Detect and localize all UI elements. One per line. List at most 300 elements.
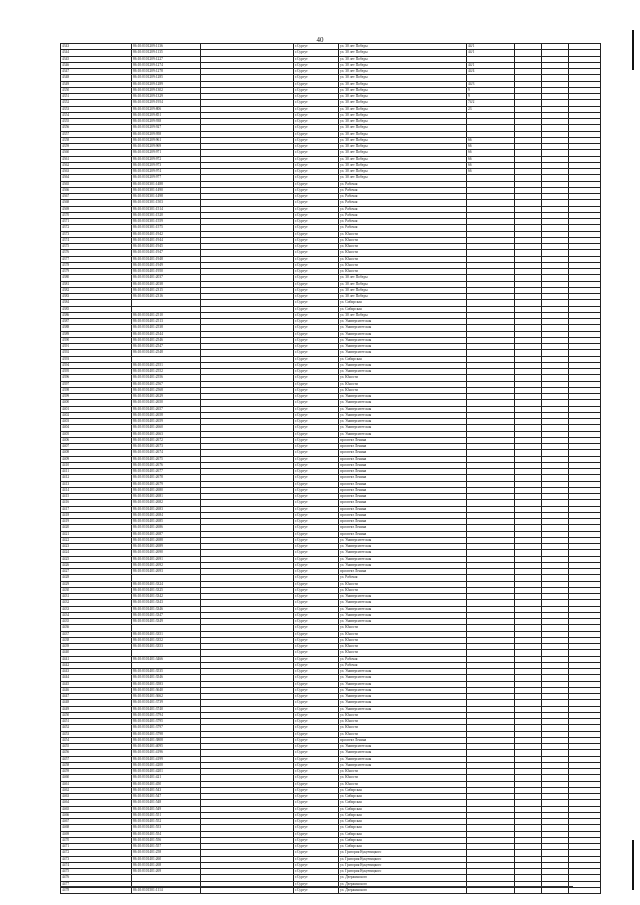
cell-cad: 86:10:0101209:958: [132, 131, 201, 137]
cell-street: проспект Ленина: [339, 487, 467, 493]
cell-loc: г.Сургут: [294, 362, 339, 368]
cell-loc: г.Сургут: [294, 231, 339, 237]
cell-loc: г.Сургут: [294, 481, 339, 487]
cell-street: ул. 30 лет Победы: [339, 62, 467, 68]
cell-no: 4454: [61, 737, 132, 743]
cell-no: 4383: [61, 294, 132, 300]
cell-street: ул. Университетская: [339, 325, 467, 331]
cell-cad: 86:10:0101401:2690: [132, 550, 201, 556]
cell-cad: 86:10:0101209:977: [132, 175, 201, 181]
cell-cad: 86:10:0101401:268: [132, 862, 201, 868]
cell-loc: г.Сургут: [294, 862, 339, 868]
cell-no: 4382: [61, 287, 132, 293]
cell-cad: 86:10:0101301:1498: [132, 194, 201, 200]
cell-cad: 86:10:0101401:2684: [132, 512, 201, 518]
cell-no: 4450: [61, 712, 132, 718]
cell-cad: 86:10:0101401:2683: [132, 506, 201, 512]
cell-cad: 86:10:0101401:2567: [132, 381, 201, 387]
cell-loc: г.Сургут: [294, 875, 339, 881]
cell-street: ул. Университетская: [339, 406, 467, 412]
cell-no: 4359: [61, 144, 132, 150]
cell-street: ул. Рабочая: [339, 212, 467, 218]
cell-no: 4472: [61, 850, 132, 856]
cell-street: ул. Университетская: [339, 675, 467, 681]
cell-street: ул. Юности: [339, 719, 467, 725]
cell-no: 4372: [61, 225, 132, 231]
cell-house: [467, 887, 515, 893]
cell-loc: г.Сургут: [294, 394, 339, 400]
cell-cad: 86:10:0101401:2678: [132, 475, 201, 481]
cell-street: ул. Университетская: [339, 706, 467, 712]
cell-street: ул. Юности: [339, 387, 467, 393]
cell-no: 4430: [61, 587, 132, 593]
cell-cad: 86:10:0101209:971: [132, 150, 201, 156]
cell-cad: 86:10:0101401:552: [132, 819, 201, 825]
cell-no: 4444: [61, 675, 132, 681]
cell-cad: 86:10:0101401:2544: [132, 331, 201, 337]
cell-no: 4412: [61, 475, 132, 481]
cell-street: ул. Юности: [339, 731, 467, 737]
cell-loc: г.Сургут: [294, 587, 339, 593]
cell-street: ул. Юности: [339, 231, 467, 237]
cell-loc: г.Сургут: [294, 737, 339, 743]
cell-loc: г.Сургут: [294, 106, 339, 112]
cell-no: 4369: [61, 206, 132, 212]
cell-loc: г.Сургут: [294, 500, 339, 506]
cell-loc: г.Сургут: [294, 612, 339, 618]
cell-cad: 86:10:0101401:1942: [132, 231, 201, 237]
cell-cad: 86:10:0101301:1559: [132, 219, 201, 225]
cell-street: проспект Ленина: [339, 456, 467, 462]
cell-cad: 86:10:0101401:3740: [132, 706, 201, 712]
cell-street: ул. Юности: [339, 637, 467, 643]
cell-no: 4468: [61, 825, 132, 831]
cell-cad: 86:10:0101209:806: [132, 106, 201, 112]
cell-street: ул. Университетская: [339, 619, 467, 625]
cell-house: 23: [467, 106, 515, 112]
cell-no: 4380: [61, 275, 132, 281]
cell-cad: 86:10:0101401:1945: [132, 244, 201, 250]
cell-loc: г.Сургут: [294, 262, 339, 268]
cell-loc: г.Сургут: [294, 669, 339, 675]
cell-no: 4465: [61, 806, 132, 812]
cell-street: ул. Сибирская: [339, 787, 467, 793]
bottom-rule: [60, 886, 573, 887]
cell-no: 4453: [61, 731, 132, 737]
cell-street: ул. Сибирская: [339, 819, 467, 825]
cell-loc: г.Сургут: [294, 569, 339, 575]
cell-cad: 86:10:0101301:1488: [132, 181, 201, 187]
cell-no: 4439: [61, 644, 132, 650]
cell-cad: 86:10:0101401:2629: [132, 394, 201, 400]
cell-cad: 86:10:0101401:2672: [132, 437, 201, 443]
cell-no: 4379: [61, 269, 132, 275]
cell-street: проспект Ленина: [339, 437, 467, 443]
cell-no: 4404: [61, 425, 132, 431]
cell-cad: 86:10:0101401:551: [132, 812, 201, 818]
cell-street: ул. 30 лет Победы: [339, 87, 467, 93]
cell-no: 4431: [61, 594, 132, 600]
cell-cad: 86:10:0101301:1514: [132, 206, 201, 212]
cell-cad: 86:10:0101401:421: [132, 775, 201, 781]
cell-cad: 86:10:0101401:2568: [132, 387, 201, 393]
cell-no: 4413: [61, 481, 132, 487]
cell-loc: г.Сургут: [294, 156, 339, 162]
cell-no: 4420: [61, 525, 132, 531]
cell-street: ул. Сибирская: [339, 800, 467, 806]
cell-loc: г.Сургут: [294, 212, 339, 218]
cell-no: 4409: [61, 456, 132, 462]
cell-loc: г.Сургут: [294, 62, 339, 68]
cell-cad: 86:10:0101401:3466: [132, 656, 201, 662]
cell-no: 4394: [61, 362, 132, 368]
cell-street: ул. Университетская: [339, 544, 467, 550]
cell-no: 4425: [61, 556, 132, 562]
cell-loc: г.Сургут: [294, 187, 339, 193]
cell-loc: г.Сургут: [294, 287, 339, 293]
cell-no: 4345: [61, 56, 132, 62]
cell-cad: 86:10:0101401:2551: [132, 362, 201, 368]
cell-cad: 86:10:0101401:3347: [132, 612, 201, 618]
cell-loc: г.Сургут: [294, 437, 339, 443]
cell-no: 4410: [61, 462, 132, 468]
cell-street: ул. Университетская: [339, 700, 467, 706]
cell-loc: г.Сургут: [294, 594, 339, 600]
cell-loc: г.Сургут: [294, 256, 339, 262]
cell-cad: 86:10:0101401:2650: [132, 400, 201, 406]
cell-loc: г.Сургут: [294, 819, 339, 825]
cell-no: 4421: [61, 531, 132, 537]
cell-empty: [515, 887, 542, 893]
cell-cad: 86:10:0101209:927: [132, 125, 201, 131]
cell-cad: 86:10:0101401:2037: [132, 275, 201, 281]
cell-no: 4371: [61, 219, 132, 225]
cell-no: 4390: [61, 337, 132, 343]
cell-no: 4351: [61, 94, 132, 100]
cell-no: 4403: [61, 419, 132, 425]
cell-loc: г.Сургут: [294, 694, 339, 700]
cell-loc: г.Сургут: [294, 837, 339, 843]
cell-no: 4477: [61, 881, 132, 887]
cell-house: 66: [467, 156, 515, 162]
cell-house: 44/3: [467, 81, 515, 87]
cell-street: ул. Университетская: [339, 394, 467, 400]
cell-loc: г.Сургут: [294, 544, 339, 550]
cell-no: 4387: [61, 319, 132, 325]
cell-loc: г.Сургут: [294, 44, 339, 50]
cell-street: ул. Университетская: [339, 337, 467, 343]
cell-cad: 86:10:0101401:2552: [132, 369, 201, 375]
cell-cad: 86:10:0101401:1947: [132, 250, 201, 256]
cell-street: ул. 30 лет Победы: [339, 156, 467, 162]
cell-street: ул. Юности: [339, 375, 467, 381]
cell-loc: г.Сургут: [294, 237, 339, 243]
cell-cad: 86:10:0101401:554: [132, 831, 201, 837]
cell-street: ул. 30 лет Победы: [339, 56, 467, 62]
table-row: [61, 887, 601, 893]
cell-cad: 86:10:0101401:3325: [132, 587, 201, 593]
cell-cad: 86:10:0101401:543: [132, 787, 201, 793]
cell-house: 44/1: [467, 50, 515, 56]
cell-no: 4449: [61, 706, 132, 712]
cell-street: ул. Юности: [339, 712, 467, 718]
cell-loc: г.Сургут: [294, 656, 339, 662]
cell-street: ул. Сибирская: [339, 794, 467, 800]
cell-no: 4407: [61, 444, 132, 450]
cell-cad: 86:10:0101401:3546: [132, 675, 201, 681]
cell-street: ул. Университетская: [339, 400, 467, 406]
cell-cad: 86:10:0101401:2679: [132, 481, 201, 487]
cell-loc: г.Сургут: [294, 637, 339, 643]
cell-loc: г.Сургут: [294, 412, 339, 418]
cell-loc: г.Сургут: [294, 381, 339, 387]
cell-no: 4399: [61, 394, 132, 400]
cell-street: ул. Университетская: [339, 550, 467, 556]
cell-no: 4405: [61, 431, 132, 437]
cell-no: 4448: [61, 700, 132, 706]
cell-no: 4438: [61, 637, 132, 643]
cell-loc: г.Сургут: [294, 100, 339, 106]
cell-loc: г.Сургут: [294, 606, 339, 612]
cell-cad: 86:10:0101209:1136: [132, 44, 201, 50]
cell-street: ул. 30 лет Победы: [339, 94, 467, 100]
cell-loc: г.Сургут: [294, 687, 339, 693]
cell-loc: г.Сургут: [294, 725, 339, 731]
cell-street: ул. Сибирская: [339, 306, 467, 312]
cell-no: 4476: [61, 875, 132, 881]
scan-edge-mark: [632, 840, 634, 890]
cell-cad: 86:10:0101301:1575: [132, 225, 201, 231]
cell-house: 66: [467, 150, 515, 156]
cell-cad: 86:10:0101401:2660: [132, 425, 201, 431]
cell-street: ул. Университетская: [339, 687, 467, 693]
cell-street: ул. 30 лет Победы: [339, 44, 467, 50]
cell-no: 4419: [61, 519, 132, 525]
scan-edge-mark: [632, 30, 634, 70]
cell-loc: г.Сургут: [294, 137, 339, 143]
cell-street: ул. 30 лет Победы: [339, 312, 467, 318]
cell-street: ул. 30 лет Победы: [339, 137, 467, 143]
cell-cad: 86:10:0101401:2513: [132, 319, 201, 325]
cell-street: ул. 30 лет Победы: [339, 169, 467, 175]
cell-no: 4385: [61, 306, 132, 312]
cell-cad: 86:10:0101209:851: [132, 112, 201, 118]
cell-house: 66: [467, 137, 515, 143]
cell-street: ул. 30 лет Победы: [339, 69, 467, 75]
cell-loc: г.Сургут: [294, 444, 339, 450]
cell-loc: г.Сургут: [294, 600, 339, 606]
cell-cad: 86:10:0101209:969: [132, 144, 201, 150]
cell-street: ул. Григория Кукуевицкого: [339, 862, 467, 868]
cell-loc: г.Сургут: [294, 431, 339, 437]
cell-no: 4470: [61, 837, 132, 843]
cell-street: ул. Университетская: [339, 612, 467, 618]
cell-loc: г.Сургут: [294, 306, 339, 312]
cell-no: 4363: [61, 169, 132, 175]
cell-note: [569, 887, 601, 893]
cell-street: ул. Сибирская: [339, 825, 467, 831]
cell-no: 4373: [61, 231, 132, 237]
cell-street: проспект Ленина: [339, 475, 467, 481]
cell-street: ул. Юности: [339, 631, 467, 637]
cell-no: 4451: [61, 719, 132, 725]
cell-no: 4376: [61, 250, 132, 256]
cell-empty: [542, 887, 569, 893]
cell-street: ул. 30 лет Победы: [339, 112, 467, 118]
cell-street: проспект Ленина: [339, 737, 467, 743]
cell-street: ул. Университетская: [339, 331, 467, 337]
cell-street: проспект Ленина: [339, 494, 467, 500]
cell-street: ул. Сибирская: [339, 837, 467, 843]
cell-no: 4466: [61, 812, 132, 818]
cell-street: ул. Юности: [339, 650, 467, 656]
cell-street: проспект Ленина: [339, 512, 467, 518]
cell-street: проспект Ленина: [339, 519, 467, 525]
cell-cad: 86:10:0101401:2689: [132, 544, 201, 550]
cell-cad: 86:10:0101209:1329: [132, 94, 201, 100]
cell-street: ул. Сибирская: [339, 844, 467, 850]
cell-street: ул. 30 лет Победы: [339, 106, 467, 112]
cell-no: 4353: [61, 106, 132, 112]
cell-cad: 86:10:0101401:2674: [132, 450, 201, 456]
cell-loc: г.Сургут: [294, 631, 339, 637]
cell-loc: г.Сургут: [294, 400, 339, 406]
cell-no: 4467: [61, 819, 132, 825]
cell-street: ул. Рабочая: [339, 200, 467, 206]
cell-loc: г.Сургут: [294, 775, 339, 781]
cell-loc: г.Сургут: [294, 244, 339, 250]
cell-no: 4461: [61, 781, 132, 787]
cell-cad: 86:10:0101401:3343: [132, 600, 201, 606]
cell-no: 4433: [61, 606, 132, 612]
cell-loc: г.Сургут: [294, 200, 339, 206]
cell-loc: г.Сургут: [294, 450, 339, 456]
cell-loc: г.Сургут: [294, 844, 339, 850]
cell-cad: 86:10:0101209:1227: [132, 56, 201, 62]
cell-no: 4375: [61, 244, 132, 250]
cell-loc: г.Сургут: [294, 762, 339, 768]
cell-cad: 86:10:0101401:2547: [132, 344, 201, 350]
cell-no: 4459: [61, 769, 132, 775]
cell-house: 74/2: [467, 100, 515, 106]
cell-loc: г.Сургут: [294, 806, 339, 812]
cell-no: 4447: [61, 694, 132, 700]
cell-street: ул. Юности: [339, 775, 467, 781]
cell-no: 4398: [61, 387, 132, 393]
cell-no: 4381: [61, 281, 132, 287]
cell-street: ул. 30 лет Победы: [339, 144, 467, 150]
cell-cad: 86:10:0101301:1490: [132, 187, 201, 193]
cell-no: 4445: [61, 681, 132, 687]
cell-cad: 86:10:0101401:1944: [132, 237, 201, 243]
cell-street: ул. Университетская: [339, 694, 467, 700]
cell-no: 4401: [61, 406, 132, 412]
cell-no: 4346: [61, 62, 132, 68]
cell-cad: 86:10:0101401:2687: [132, 531, 201, 537]
cell-cad: 86:10:0101401:2315: [132, 287, 201, 293]
cell-no: 4361: [61, 156, 132, 162]
cell-no: 4442: [61, 662, 132, 668]
cell-no: 4446: [61, 687, 132, 693]
cell-cad: 86:10:0101401:4095: [132, 744, 201, 750]
cell-loc: г.Сургут: [294, 506, 339, 512]
cell-loc: г.Сургут: [294, 387, 339, 393]
cell-no: 4397: [61, 381, 132, 387]
cell-no: 4354: [61, 112, 132, 118]
cell-cad: 86:10:0101401:4201: [132, 769, 201, 775]
cell-street: ул. Юности: [339, 644, 467, 650]
cell-cad: 86:10:0101401:269: [132, 869, 201, 875]
cell-street: ул. Университетская: [339, 319, 467, 325]
cell-street: ул. Рабочая: [339, 206, 467, 212]
cell-cad: 86:10:0101501:1114: [132, 887, 201, 893]
cell-loc: г.Сургут: [294, 581, 339, 587]
cell-no: 4370: [61, 212, 132, 218]
cell-street: ул. Рабочая: [339, 194, 467, 200]
cell-street: ул. Юности: [339, 625, 467, 631]
cell-no: 4443: [61, 669, 132, 675]
cell-cad: 86:10:0101401:553: [132, 825, 201, 831]
cell-no: 4388: [61, 325, 132, 331]
cell-loc: г.Сургут: [294, 469, 339, 475]
cell-street: ул. Университетская: [339, 681, 467, 687]
cell-cad: 86:10:0101401:3349: [132, 619, 201, 625]
cell-cad: 86:10:0101401:2681: [132, 494, 201, 500]
cell-loc: г.Сургут: [294, 681, 339, 687]
cell-cad: 86:10:0101401:3352: [132, 637, 201, 643]
cell-loc: г.Сургут: [294, 344, 339, 350]
cell-street: ул. Юности: [339, 262, 467, 268]
page-number: 40: [316, 36, 324, 44]
cell-no: 4391: [61, 344, 132, 350]
cell-loc: г.Сургут: [294, 219, 339, 225]
cell-street: проспект Ленина: [339, 506, 467, 512]
cell-no: 4457: [61, 756, 132, 762]
cell-loc: г.Сургут: [294, 300, 339, 306]
cell-cad: 86:10:0101401:2663: [132, 431, 201, 437]
cell-street: ул. Сибирская: [339, 831, 467, 837]
cell-loc: г.Сургут: [294, 800, 339, 806]
cell-cad: 86:10:0101401:1949: [132, 262, 201, 268]
cell-street: ул. Рабочая: [339, 575, 467, 581]
cell-loc: г.Сургут: [294, 419, 339, 425]
cell-cad: 86:10:0101401:2510: [132, 312, 201, 318]
cell-no: 4418: [61, 512, 132, 518]
cell-cad: 86:10:0101401:557: [132, 844, 201, 850]
cell-no: 4402: [61, 412, 132, 418]
cell-no: 4386: [61, 312, 132, 318]
cell-cad: 86:10:0101401:547: [132, 794, 201, 800]
cell-empty: [201, 887, 294, 893]
cell-no: 4441: [61, 656, 132, 662]
cell-cad: 86:10:0101401:548: [132, 800, 201, 806]
cell-street: проспект Ленина: [339, 569, 467, 575]
cell-no: 4478: [61, 887, 132, 893]
cell-street: ул. Университетская: [339, 594, 467, 600]
cell-cad: 86:10:0101401:2692: [132, 562, 201, 568]
cell-loc: г.Сургут: [294, 825, 339, 831]
cell-cad: 86:10:0101401:3739: [132, 700, 201, 706]
cell-loc: г.Сургут: [294, 125, 339, 131]
cell-street: ул. 30 лет Победы: [339, 294, 467, 300]
cell-no: 4355: [61, 119, 132, 125]
cell-cad: 86:10:0101401:2673: [132, 444, 201, 450]
cell-no: 4377: [61, 256, 132, 262]
cell-loc: г.Сургут: [294, 269, 339, 275]
cell-no: 4428: [61, 575, 132, 581]
cell-street: ул. Юности: [339, 587, 467, 593]
cell-loc: г.Сургут: [294, 850, 339, 856]
